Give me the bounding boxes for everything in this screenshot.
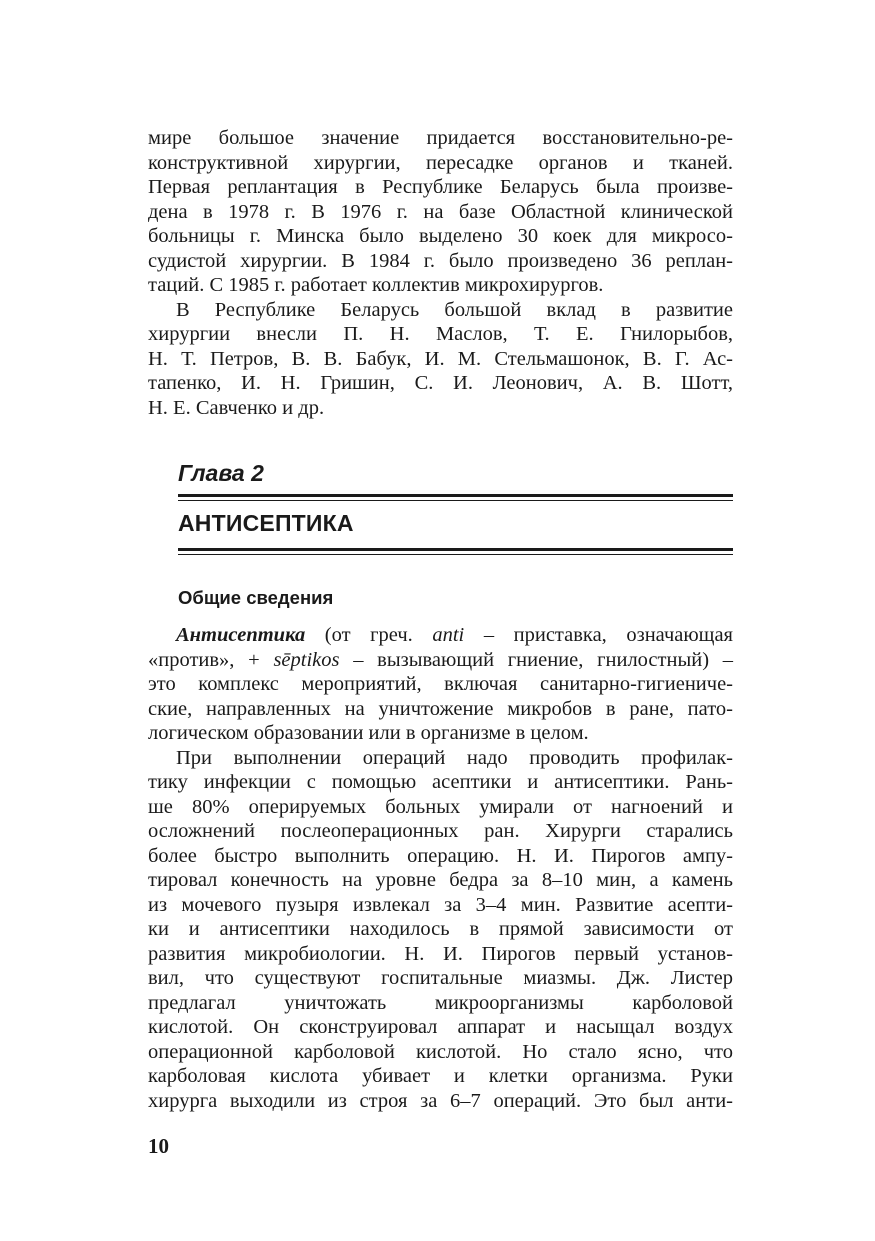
top-text-block: [148, 126, 733, 420]
text-line: Н. Е. Савченко и др.: [148, 396, 325, 419]
paragraph-definition: [148, 623, 733, 746]
text-line: тапенко, И. Н. Гришин, С. И. Леонович, А. В. Шотт,: [148, 372, 733, 394]
text-line: больницы г. Минска было выделено 30 коек для микросо-: [148, 225, 733, 247]
text-line: осложнений послеоперационных ран. Хирурги старались: [148, 820, 733, 842]
section-title: Общие сведения: [178, 587, 334, 608]
chapter-label: Глава 2: [178, 460, 264, 486]
text-line: [148, 648, 733, 673]
text-line: ки и антисептики находилось в прямой зависимости от: [148, 918, 733, 940]
text-line: [148, 623, 733, 648]
text-line: Первая реплантация в Республике Беларусь была произве-: [148, 176, 733, 198]
text-fragment: (от греч.: [305, 624, 433, 646]
text-line: вил, что существуют госпитальные миазмы. Дж. Листер: [148, 967, 733, 989]
text-line: ше 80% оперируемых больных умирали от нагноений и: [148, 795, 733, 818]
text-line: ские, направленных на уничтожение микробов в ране, пато-: [148, 697, 733, 720]
text-fragment: – приставка, означающая: [464, 624, 733, 646]
text-line: мире большое значение придается восстановительно-ре-: [148, 127, 733, 149]
paragraph-history: [148, 746, 733, 1114]
text-line: таций. С 1985 г. работает коллектив микрохирургов.: [148, 274, 604, 296]
chapter-divider: [178, 548, 733, 551]
text-line: тику инфекции с помощью асептики и антисептики. Рань-: [148, 771, 733, 793]
text-line: развития микробиологии. Н. И. Пирогов первый установ-: [148, 942, 733, 965]
paragraph-contributors: [148, 298, 733, 421]
text-line: логическом образовании или в организме в целом.: [148, 722, 589, 744]
foreign-word: anti: [432, 624, 465, 646]
text-line: судистой хирургии. В 1984 г. было произведено 36 реплан-: [148, 249, 733, 272]
text-line: хирурга выходили из строя за 6–7 операций. Это был анти-: [148, 1089, 733, 1112]
antiseptics-text-block: [148, 623, 733, 1113]
text-line: операционной карболовой кислотой. Но стало ясно, что: [148, 1040, 733, 1063]
defined-term: Антисептика: [176, 624, 306, 646]
text-fragment: – вызывающий гниение, гнилостный) –: [339, 648, 733, 671]
text-line: кислотой. Он сконструировал аппарат и насыщал воздух: [148, 1016, 733, 1038]
text-line: это комплекс мероприятий, включая санитарно-гигиениче-: [148, 673, 733, 695]
text-line: карболовая кислота убивает и клетки организма. Руки: [148, 1065, 733, 1087]
text-line: Н. Т. Петров, В. В. Бабук, И. М. Стельмашонок, В. Г. Ас-: [148, 347, 733, 370]
text-line: При выполнении операций надо проводить профилак-: [176, 746, 733, 769]
chapter-title: АНТИСЕПТИКА: [178, 510, 354, 536]
page-number: 10: [148, 1134, 169, 1158]
text-fragment: «против», +: [148, 648, 274, 671]
text-line: дена в 1978 г. В 1976 г. на базе Областной клинической: [148, 200, 733, 223]
text-line: предлагал уничтожать микроорганизмы карболовой: [148, 991, 733, 1014]
text-line: хирургии внесли П. Н. Маслов, Т. Е. Гнилорыбов,: [148, 323, 733, 345]
text-line: В Республике Беларусь большой вклад в развитие: [176, 298, 733, 321]
text-line: более быстро выполнить операцию. Н. И. Пирогов ампу-: [148, 844, 733, 867]
chapter-divider: [178, 494, 733, 497]
foreign-word: sēptikos: [273, 648, 340, 671]
paragraph-microsurgery: [148, 126, 733, 298]
chapter-heading: [178, 458, 733, 551]
text-line: тировал конечность на уровне бедра за 8–10 мин, а камень: [148, 869, 733, 891]
text-line: конструктивной хирургии, пересадке органов и тканей.: [148, 151, 733, 174]
text-line: из мочевого пузыря извлекал за 3–4 мин. Развитие асепти-: [148, 893, 733, 916]
